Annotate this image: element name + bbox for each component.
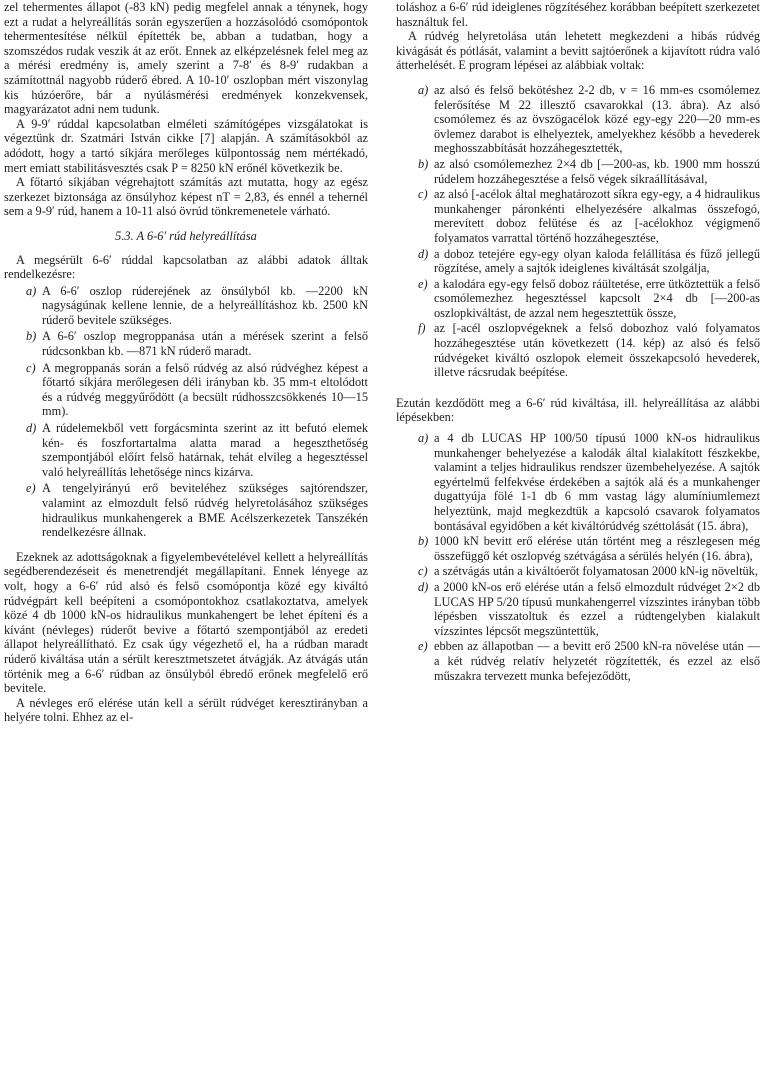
item-label: d) <box>418 579 429 594</box>
paragraph: A megsérült 6-6′ rúddal kapcsolatban az alábbi adatok álltak rendelkezésre: <box>4 252 368 282</box>
item-label: c) <box>26 360 36 375</box>
list-item <box>396 247 760 276</box>
item-label: c) <box>418 564 428 579</box>
list-item <box>396 187 760 245</box>
item-text: a kalodára egy-egy felső doboz ráültetése, erre ütköztettük a felső csomólemezhez hegesztéssel kapcsolt 2×4 db [—200-as oszlopkiváltást, de azzal nem hegesztettük össze, <box>434 276 760 320</box>
list-item <box>396 431 760 533</box>
item-text: az [-acél oszlopvégeknek a felső dobozhoz való folyamatos hozzáhegesztése után következett (14. kép) az alsó és felső rúdvégeket kiváltó oszlopok elemeit összekapcsoló hevederek, illetve rácsrudak beépítése. <box>434 321 760 380</box>
item-label: a) <box>26 283 37 298</box>
left-column <box>4 0 368 725</box>
item-text: az alsó csomólemezhez 2×4 db [—200-as, kb. 1900 mm hosszú rúdelem hozzáhegesztése a felső végek síkraállításával, <box>434 156 760 186</box>
paragraph: A 9-9′ rúddal kapcsolatban elméleti számítógépes vizsgálatokat is végeztünk dr. Szatmári István cikke [7] alapján. A számításokból az adódott, hogy a tartó síkjára merőleges külpontosság nem mértékadó, mert emiatt stabilitásvesztés csak P = 8250 kN erőnél következik be. <box>4 116 368 175</box>
list-item <box>4 421 368 479</box>
list-item <box>4 329 368 358</box>
item-text: A 6-6′ oszlop rúderejének az önsúlyból kb. —2200 kN nagyságúnak kellene lennie, de a helyreállításhoz kb. 2500 kN rúderő bevitele szükséges. <box>42 283 368 327</box>
paragraph: zel tehermentes állapot (-83 kN) pedig megfelel annak a ténynek, hogy ezt a rudat a helyreállítás során egyszerűen a hozzásolódó csomópontok tehermentesítése nélkül építették be, abban a tudatban, hogy a szomszédos rudak veszik át az erőt. Ennek az elképzelésnek felel meg az a mérési eredmény is, amely szerint a 7-8′ és 8-9′ rudakban a számítottnál nagyobb rúderő ébred. A 10-10′ oszlopban mért viszonylag kis húzóerőre, bár a nyúlásmérési eredmények konzekvensek, magyarázatot adni nem tudunk. <box>4 0 368 117</box>
item-text: ebben az állapotban — a bevitt erő 2500 kN-ra növelése után — a két rúdvég relatív helyzetét rögzítették, és ezzel az első műszakra tervezett munka befejeződött, <box>434 639 760 683</box>
item-text: A rúdelemekből vett forgácsminta szerint az itt befutó elemek kén- és foszfortartalma alatta marad a hegeszthetőség szempontjából előírt felső határnak, tehát elvileg a hegesztéssel való helyreállítás lehetősége nincs kizárva. <box>42 421 368 479</box>
paragraph: A főtartó síkjában végrehajtott számítás azt mutatta, hogy az egész szerkezet biztonsága az önsúlyhoz képest nT = 2,83, és ennél a tehernél sem a 9-9′ rúd, hanem a 10-11 alsó övrúd tönkremenetele várható. <box>4 175 368 219</box>
item-text: az alsó [-acélok által meghatározott síkra egy-egy, a 4 hidraulikus munkahenger páronkénti elhelyezésére alkalmas összefogó, merevített doboz felütése és az [-acélokhoz végigmenő folyamatos varrattal történő hozzáhegesztése, <box>434 187 760 245</box>
list-item <box>396 83 760 156</box>
list-item <box>4 284 368 328</box>
item-label: e) <box>418 276 428 291</box>
section-heading: 5.3. A 6-6′ rúd helyreállítása <box>115 228 257 243</box>
item-label: b) <box>418 534 429 549</box>
list-item <box>396 564 760 579</box>
item-label: d) <box>26 421 37 436</box>
item-text: a 2000 kN-os erő elérése után a felső elmozdult rúdvéget 2×2 db LUCAS HP 5/20 típusú munkahengerrel vízszintes irányban több lépésben visszatoltuk és ezzel a rúdtengelyben kialakult vízszintes lépcsőt megszüntettük, <box>434 579 760 638</box>
paragraph: A névleges erő elérése után kell a sérült rúdvéget keresztirányban a helyére tolni. Ehhez az el- <box>4 695 368 725</box>
right-column <box>396 0 760 684</box>
item-label: e) <box>26 481 36 496</box>
list-item <box>396 534 760 563</box>
enumerated-list <box>4 284 368 540</box>
list-item <box>396 639 760 683</box>
item-text: a doboz tetejére egy-egy olyan kaloda felállítása és fűző jellegű rögzítése, amely a sajtók ideiglenes kiváltását szolgálja, <box>434 246 760 276</box>
item-text: A megroppanás során a felső rúdvég az alsó rúdvéghez képest a főtartó síkjára merőlegesen déli irányban kb. 35 mm-t eltolódott és a rúdvég meggyűrődött (a becsült rúdhosszcsökkenés 10—15 mm). <box>42 360 368 419</box>
item-text: a szétvágás után a kiváltóerőt folyamatosan 2000 kN-ig növeltük, <box>434 564 758 579</box>
item-label: c) <box>418 187 428 202</box>
item-label: b) <box>26 329 37 344</box>
item-label: a) <box>418 431 429 446</box>
paragraph: toláshoz a 6-6′ rúd ideiglenes rögzítéséhez korábban beépített szerkezetet használtuk fel. <box>396 0 760 29</box>
list-item <box>396 157 760 186</box>
item-label: f) <box>418 321 426 336</box>
item-label: a) <box>418 82 429 97</box>
item-label: e) <box>418 639 428 654</box>
enumerated-list <box>396 431 760 683</box>
list-item <box>396 277 760 321</box>
list-item <box>4 481 368 539</box>
item-text: 1000 kN bevitt erő elérése után történt meg a részlegesen még összefüggő két oszlopvég szétvágása a sérülés helyén (16. ábra), <box>434 534 760 563</box>
list-item <box>396 580 760 638</box>
enumerated-list <box>396 83 760 380</box>
item-text: a 4 db LUCAS HP 100/50 típusú 1000 kN-os hidraulikus munkahenger behelyezése a kalodák által kialakított fészkekbe, valamint a teljes hidraulikus rendszer üzembehelyezése. A sajtók egyértelmű felfekvése érdekében a sajtók alá és a munkahenger dugattyúja fölé 1-1 db 6 mm vastag lágy alumíniumlemezt helyeztünk, majd megkezdtük a kapcsoló csavarok folyamatos bontásával egyidőben a két kiváltórúdvég széttolását (15. ábra), <box>434 431 760 533</box>
item-label: d) <box>418 246 429 261</box>
item-label: b) <box>418 156 429 171</box>
item-text: A tengelyirányú erő beviteléhez szükséges sajtórendszer, valamint az elmozdult felső rúdvég helyretolásához szükséges hidraulikus munkahengerek a BME Acélszerkezetek Tanszékén rendelkezésre állnak. <box>42 481 368 540</box>
list-item <box>396 321 760 379</box>
paragraph: A rúdvég helyretolása után lehetett megkezdeni a hibás rúdvég kivágását és pótlását, valamint a bevitt sajtóerőnek a kijavított rúdra való átterhelését. E program lépései az alábbiak voltak: <box>396 29 760 73</box>
paragraph: Ezután kezdődött meg a 6-6′ rúd kiváltása, ill. helyreállítása az alábbi lépésekben: <box>396 395 760 425</box>
list-item <box>4 361 368 419</box>
item-text: A 6-6′ oszlop megroppanása után a mérések szerint a felső rúdcsonkban kb. —871 kN rúderő maradt. <box>42 329 368 359</box>
item-text: az alsó és felső bekötéshez 2-2 db, v = 16 mm-es csomólemez felerősítése M 22 illesztő csavarokkal (13. ábra). Az alsó csomólemez és az övszögacélok közé egy-egy 220—20 mm-es övlemez darabot is elhelyeztek, amelyekhez később a hevederek meghosszabbítását hozzáhegesztették, <box>434 82 760 156</box>
paragraph: Ezeknek az adottságoknak a figyelembevételével kellett a helyreállítás segédberendezéseit és menetrendjét megállapítani. Ennek lényege az volt, hogy a 6-6′ rúd alsó és felső csomópontja közé egy kiváltó rúdvégpárt kell beépíteni a csomópontokhoz csatlakoztatva, amelyek közé 4 db 1000 kN-os hidraulikus munkahengert be lehet építeni és a kívánt (névleges) rúderőt bevive a főtartó szempontjából az eredeti állapot helyreállítható. Ez csak úgy végezhető el, ha a rúdban maradt rúderő kiváltása után a sérült keresztmetszetet átvágják. Az átvágás után történik meg a 6-6′ rúdban az önsúlyból ébredő erőnek megfelelő erő bevitele. <box>4 549 368 696</box>
